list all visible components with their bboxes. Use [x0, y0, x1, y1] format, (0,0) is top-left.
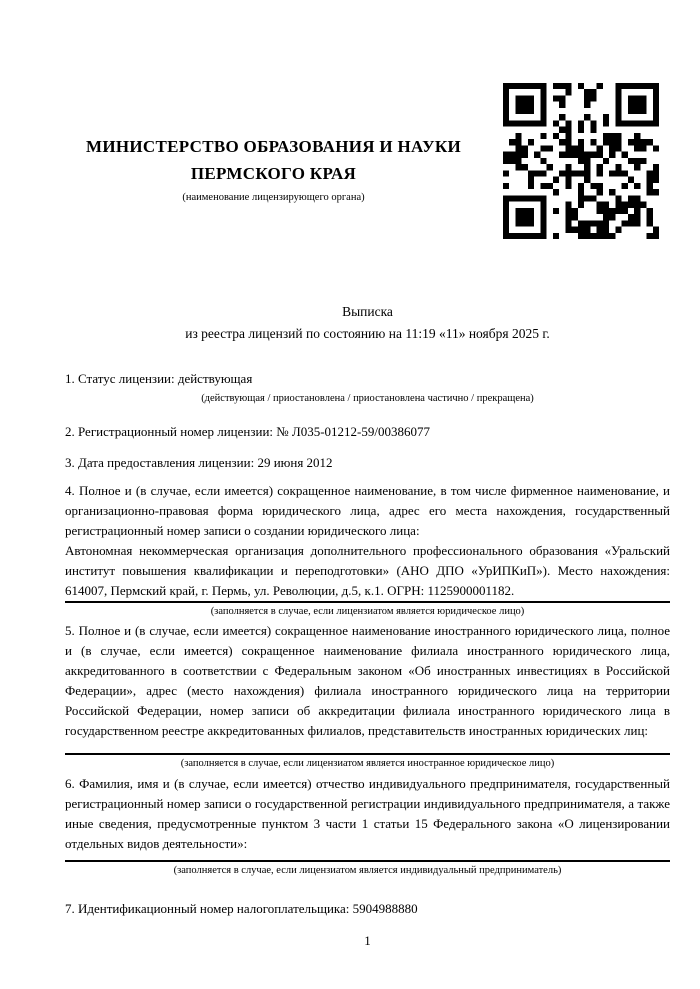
ministry-name-line1: МИНИСТЕРСТВО ОБРАЗОВАНИЯ И НАУКИ [85, 137, 462, 156]
page-number: 1 [364, 933, 371, 948]
ministry-name-line2: ПЕРМСКОГО КРАЯ [190, 164, 357, 183]
entrepreneur-section [65, 774, 670, 877]
license-status: 1. Статус лицензии: действующая [65, 371, 253, 386]
entrepreneur-label: 6. Фамилия, имя и (в случае, если имеется) отчество индивидуального предпринимателя, государственный регистрационный номер записи о государственной регистрации индивидуального предпринимателя, а также иные сведения, предусмотренные пунктом 3 части 1 статьи 15 Федерального закона «О лицензировании отдельных видов деятельности»: [65, 776, 670, 851]
foreign-entity-label: 5. Полное и (в случае, если имеется) сокращенное наименование иностранного юридического лица, полное и (в случае, если имеется) сокращенное наименование филиала иностранного юридического лица, аккредитованного в соответствии с Федеральным законом «Об иностранных инвестициях в Российской Федерации», адрес (место нахождения) филиала иностранного юридического лица на территории Российской Федерации, номер записи об аккредитации филиала иностранного юридического лица в государственном реестре аккредитованных филиалов, представительств иностранных юридических лиц: [65, 623, 670, 738]
document-title [65, 301, 670, 345]
foreign-entity-section [65, 621, 670, 770]
licensing-authority-header [65, 133, 482, 204]
document-title-line2: из реестра лицензий по состоянию на 11:19 «11» ноября 2025 г. [185, 326, 550, 341]
licensing-authority-caption: (наименование лицензирующего органа) [182, 192, 365, 203]
license-grant-date: 3. Дата предоставления лицензии: 29 июня 2012 [65, 455, 333, 470]
taxpayer-number: 7. Идентификационный номер налогоплательщика: 5904988880 [65, 901, 418, 916]
license-status-options-caption: (действующая / приостановлена / приостановлена частично / прекращена) [201, 393, 534, 404]
entrepreneur-caption: (заполняется в случае, если лицензиатом является индивидуальный предприниматель) [65, 860, 670, 877]
foreign-entity-caption: (заполняется в случае, если лицензиатом является иностранное юридическое лицо) [65, 753, 670, 770]
registration-number: 2. Регистрационный номер лицензии: № Л035-01212-59/00386077 [65, 424, 431, 439]
legal-entity-section [65, 481, 670, 618]
legal-entity-caption: (заполняется в случае, если лицензиатом является юридическое лицо) [65, 601, 670, 618]
legal-entity-value: Автономная некоммерческая организация дополнительного профессионального образования «Уральский институт повышения квалификации и переподготовки» (АНО ДПО «УрИПКиП»). Место нахождения: 614007, Пермский край, г. Пермь, ул. Революции, д.5, к.1. ОГРН: 1125900001182. [65, 543, 670, 598]
foreign-entity-blank-value [65, 741, 670, 753]
document-title-line1: Выписка [342, 304, 393, 319]
document-content [65, 0, 670, 951]
legal-entity-label: 4. Полное и (в случае, если имеется) сокращенное наименование, в том числе фирменное наименование, и организационно-правовая форма юридического лица, адрес его места нахождения, государственный регистрационный номер записи о создании юридического лица: [65, 483, 670, 538]
